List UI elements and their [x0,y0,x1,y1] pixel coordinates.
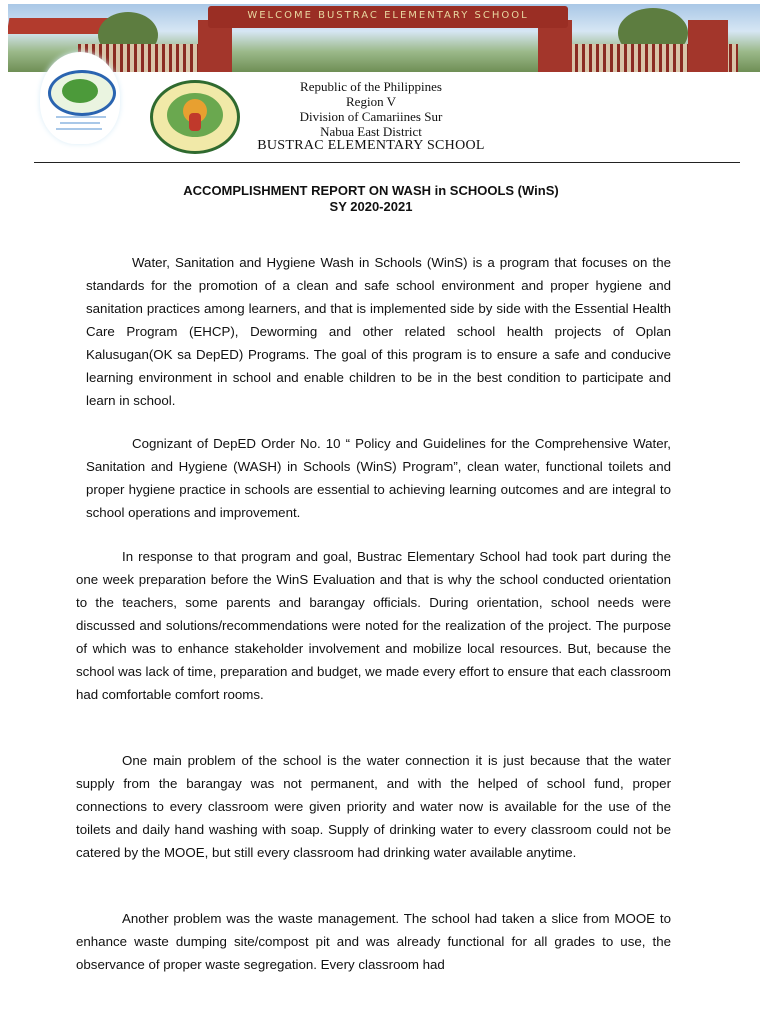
paragraph-3: In response to that program and goal, Bustrac Elementary School had took part during the one week preparation before the WinS Evaluation and that is why the school conducted orientation to the teachers, some parents and barangay officials. During orientation, school needs were discussed and solutions/recommendations were noted for the realization of the project. The purpose of which was to enhance stakeholder involvement and mobilize local resources. But, because the school was lack of time, preparation and budget, we made every effort to ensure that each classroom had comfortable comfort rooms. [76,549,671,702]
header-line-region: Region V [346,94,396,109]
school-seal-logo [40,52,120,144]
paragraph-1: Water, Sanitation and Hygiene Wash in Schools (WinS) is a program that focuses on the standards for the promotion of a clean and safe school environment and proper hygiene and sanitation practices among learners, and that is implemented side by side with the Essential Health Care Program (EHCP), Deworming and other related school health projects of Oplan Kalusugan(OK sa DepED) Programs. The goal of this program is to ensure a safe and conducive learning environment in school and enable children to be in the best condition to participate and learn in school. [86,255,671,408]
header-line-division: Division of Camariines Sur [299,109,443,124]
header-line-district: Nabua East District [320,124,422,139]
report-school-year: SY 2020-2021 [329,199,413,214]
header-divider [34,162,740,163]
school-gate-banner-image [8,4,760,72]
division-seal-logo [150,80,240,154]
gate-arch-text: WELCOME BUSTRAC ELEMENTARY SCHOOL [247,10,529,21]
gate-arch [208,6,568,28]
paragraph-2: Cognizant of DepED Order No. 10 “ Policy and Guidelines for the Comprehensive Water, Sanitation and Hygiene (WASH) in Schools (WinS) Program”, clean water, functional toilets and proper hygiene practice in schools are essential to achieving learning outcomes and are integral to school operations and improvement. [86,436,671,520]
header-school-name: BUSTRAC ELEMENTARY SCHOOL [257,138,485,153]
paragraph-5: Another problem was the waste management. The school had taken a slice from MOOE to enhance waste dumping site/compost pit and was already functional for all grades to use, the observance of proper waste segregation. Every classroom had [76,911,671,972]
report-title: ACCOMPLISHMENT REPORT ON WASH in SCHOOLS (WinS) [183,183,559,198]
paragraph-4: One main problem of the school is the water connection it is just because that the water supply from the barangay was not permanent, and with the helped of school fund, proper connections to every classroom were given priority and water now is available for the use of the toilets and daily hand washing with soap. Supply of drinking water to every classroom could not be catered by the MOOE, but still every classroom had drinking water available anytime. [76,753,671,860]
header-line-republic: Republic of the Philippines [300,79,442,94]
